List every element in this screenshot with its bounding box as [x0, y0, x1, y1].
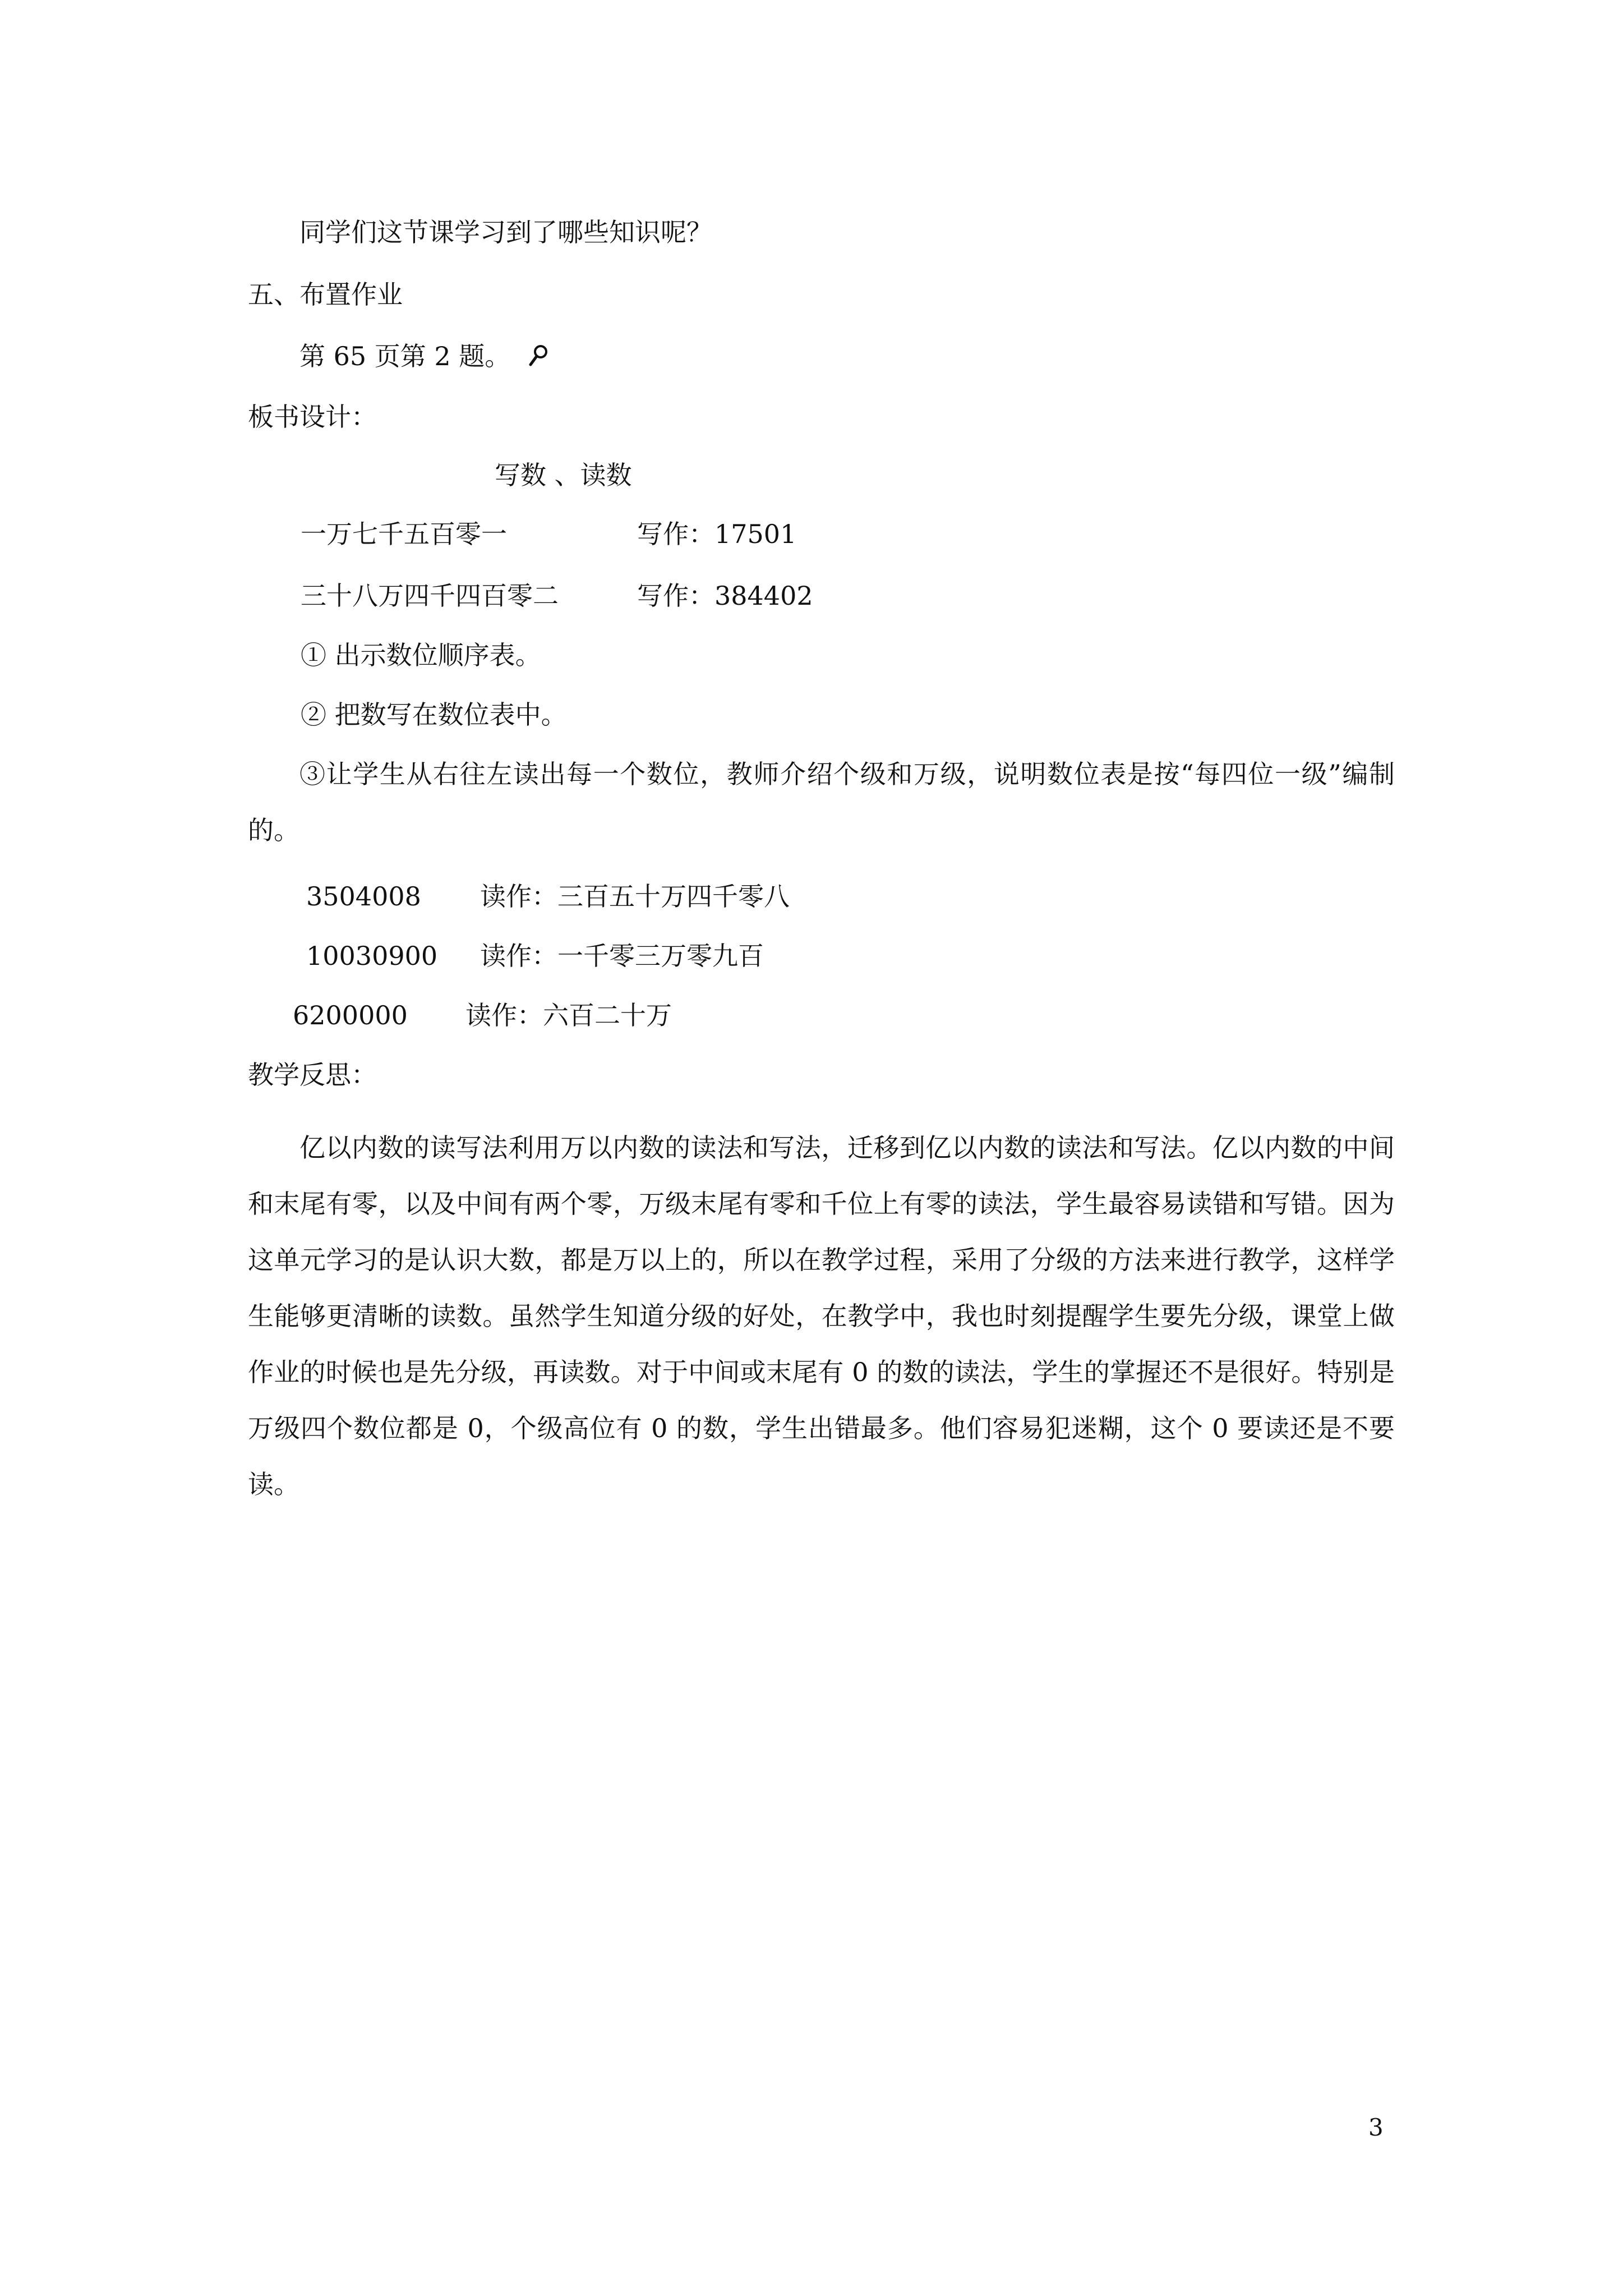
read-example-2-result: 读作：一千零三万零九百 — [480, 941, 764, 971]
board-heading: 板书设计： — [248, 402, 377, 432]
page-number: 3 — [1368, 2114, 1384, 2141]
review-question: 同学们这节课学习到了哪些知识呢？ — [299, 217, 712, 247]
reflection-heading: 教学反思： — [248, 1060, 377, 1090]
write-example-1-result: 写作：17501 — [637, 519, 797, 549]
reflection-paragraph: 亿以内数的读写法利用万以内数的读法和写法，迁移到亿以内数的读法和写法。亿以内数的中间和末尾有零，以及中间有两个零，万级末尾有零和千位上有零的读法，学生最容易读错和写错。因为这单元学习的是认识大数，都是万以上的，所以在教学过程，采用了分级的方法来进行教学，这样学生能够更清晰的读数。虽然学生知道分级的好处，在教学中，我也时刻提醒学生要先分级，课堂上做作业的时候也是先分级，再读数。对于中间或末尾有 0 的数的读法，学生的掌握还不是很好。特别是万级四个数位都是 0，个级高位有 0 的数，学生出错最多。他们容易犯迷糊，这个 0 要读还是不要读。 — [248, 1133, 1395, 1499]
step-2: ② 把数写在数位表中。 — [301, 700, 567, 730]
search-icon — [527, 343, 550, 369]
read-example-2-number: 10030900 — [306, 941, 438, 971]
read-example-3-result: 读作：六百二十万 — [465, 1000, 672, 1030]
write-example-1-words: 一万七千五百零一 — [301, 519, 507, 549]
write-example-2-words: 三十八万四千四百零二 — [301, 581, 559, 611]
section5-heading: 五、布置作业 — [248, 279, 403, 310]
write-example-2-result: 写作：384402 — [637, 581, 813, 611]
read-example-1-number: 3504008 — [306, 881, 421, 912]
read-example-3-number: 6200000 — [293, 1000, 408, 1030]
read-example-1-result: 读作：三百五十万四千零八 — [480, 881, 790, 912]
homework-line: 第 65 页第 2 题。 — [299, 341, 511, 371]
step-3: ③让学生从右往左读出每一个数位，教师介绍个级和万级，说明数位表是按“每四位一级”编制的。 — [248, 759, 1395, 845]
board-title: 写数 、读数 — [495, 460, 632, 490]
step-1: ① 出示数位顺序表。 — [301, 640, 541, 670]
